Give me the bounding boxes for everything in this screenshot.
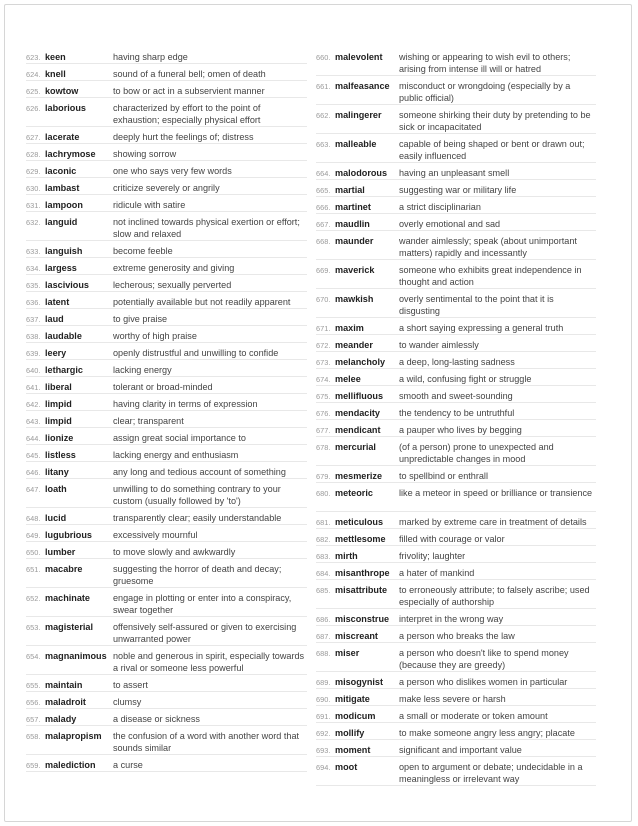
entry-row	[316, 214, 596, 231]
entry-number: 631.	[26, 201, 41, 210]
entry-number: 668.	[316, 237, 331, 246]
entry-definition: showing sorrow	[113, 149, 177, 159]
entry-row	[316, 580, 596, 609]
entry-word: listless	[45, 450, 76, 460]
entry-definition: engage in plotting or enter into a conspiracy, swear together	[113, 593, 292, 615]
entry-row	[26, 258, 307, 275]
entry-row	[316, 483, 596, 512]
entry-word: melee	[335, 374, 361, 384]
entry-row	[26, 81, 307, 98]
entry-definition: significant and important value	[399, 745, 522, 755]
entry-definition: a wild, confusing fight or struggle	[399, 374, 532, 384]
entry-row	[26, 309, 307, 326]
entry-row	[26, 144, 307, 161]
entry-definition: become feeble	[113, 246, 173, 256]
entry-number: 690.	[316, 695, 331, 704]
entry-row	[316, 626, 596, 643]
entry-word: lumber	[45, 547, 76, 557]
entry-row	[26, 588, 307, 617]
entry-word: miser	[335, 648, 360, 658]
entry-definition: tolerant or broad-minded	[113, 382, 213, 392]
entry-number: 669.	[316, 266, 331, 275]
entry-word: moot	[335, 762, 358, 772]
entry-word: maudlin	[335, 219, 370, 229]
entry-word: laud	[45, 314, 64, 324]
entry-number: 648.	[26, 514, 41, 523]
entry-row	[316, 740, 596, 757]
entry-row	[26, 675, 307, 692]
entry-definition: one who says very few words	[113, 166, 232, 176]
right-column	[316, 47, 596, 786]
entry-row	[26, 178, 307, 195]
entry-number: 636.	[26, 298, 41, 307]
entry-definition: a short saying expressing a general truth	[399, 323, 564, 333]
entry-number: 650.	[26, 548, 41, 557]
entry-definition: overly sentimental to the point that it is disgusting	[399, 294, 554, 316]
entry-word: malapropism	[45, 731, 102, 741]
entry-definition: misconduct or wrongdoing (especially by a public official)	[399, 81, 571, 103]
entry-row	[26, 47, 307, 64]
entry-word: leery	[45, 348, 67, 358]
entry-word: malady	[45, 714, 77, 724]
entry-row	[26, 508, 307, 525]
entry-number: 629.	[26, 167, 41, 176]
entry-number: 664.	[316, 169, 331, 178]
entry-row	[26, 343, 307, 360]
entry-word: limpid	[45, 416, 72, 426]
entry-word: mercurial	[335, 442, 376, 452]
entry-row	[316, 386, 596, 403]
entry-definition: potentially available but not readily apparent	[113, 297, 291, 307]
entry-number: 678.	[316, 443, 331, 452]
entry-number: 691.	[316, 712, 331, 721]
entry-word: miscreant	[335, 631, 378, 641]
entry-word: meticulous	[335, 517, 384, 527]
entry-word: largess	[45, 263, 77, 273]
entry-definition: openly distrustful and unwilling to confide	[113, 348, 279, 358]
entry-number: 634.	[26, 264, 41, 273]
entry-number: 628.	[26, 150, 41, 159]
entry-row	[316, 609, 596, 626]
entry-word: malodorous	[335, 168, 388, 178]
entry-row	[316, 134, 596, 163]
entry-word: misogynist	[335, 677, 384, 687]
entry-word: lampoon	[45, 200, 83, 210]
entry-number: 682.	[316, 535, 331, 544]
entry-row	[316, 420, 596, 437]
entry-number: 665.	[316, 186, 331, 195]
entry-word: magnanimous	[45, 651, 107, 661]
entry-definition: frivolity; laughter	[399, 551, 466, 561]
entry-definition: extreme generosity and giving	[113, 263, 235, 273]
entry-word: loath	[45, 484, 67, 494]
entry-definition: clear; transparent	[113, 416, 184, 426]
entry-row	[316, 47, 596, 76]
entry-row	[316, 643, 596, 672]
entry-row	[26, 377, 307, 394]
entry-definition: lacking energy and enthusiasm	[113, 450, 239, 460]
entry-number: 645.	[26, 451, 41, 460]
entry-definition: to wander aimlessly	[399, 340, 479, 350]
entry-definition: the tendency to be untruthful	[399, 408, 515, 418]
entry-number: 673.	[316, 358, 331, 367]
entry-number: 627.	[26, 133, 41, 142]
entry-number: 643.	[26, 417, 41, 426]
entry-number: 676.	[316, 409, 331, 418]
entry-definition: criticize severely or angrily	[113, 183, 220, 193]
entry-word: misattribute	[335, 585, 388, 595]
entry-row	[26, 646, 307, 675]
entry-word: mirth	[335, 551, 358, 561]
entry-number: 642.	[26, 400, 41, 409]
entry-word: mendicant	[335, 425, 381, 435]
entry-word: lugubrious	[45, 530, 92, 540]
entry-definition: marked by extreme care in treatment of details	[399, 517, 587, 527]
entry-number: 653.	[26, 623, 41, 632]
entry-definition: wishing or appearing to wish evil to others; arising from intense ill will or hatred	[399, 52, 571, 74]
entry-definition: worthy of high praise	[113, 331, 197, 341]
entry-definition: capable of being shaped or bent or drawn out; easily influenced	[399, 139, 585, 161]
entry-row	[316, 163, 596, 180]
entry-word: kowtow	[45, 86, 79, 96]
entry-definition: interpret in the wrong way	[399, 614, 504, 624]
entry-definition: having an unpleasant smell	[399, 168, 510, 178]
entry-word: maunder	[335, 236, 374, 246]
entry-definition: a person who doesn't like to spend money (because they are greedy)	[399, 648, 569, 670]
entry-number: 675.	[316, 392, 331, 401]
entry-number: 655.	[26, 681, 41, 690]
entry-definition: characterized by effort to the point of exhaustion; especially physical effort	[113, 103, 261, 125]
entry-row	[316, 723, 596, 740]
entry-word: lionize	[45, 433, 74, 443]
entry-number: 680.	[316, 489, 331, 498]
entry-word: maverick	[335, 265, 375, 275]
entry-definition: to move slowly and awkwardly	[113, 547, 236, 557]
entry-number: 658.	[26, 732, 41, 741]
entry-number: 684.	[316, 569, 331, 578]
entry-word: malediction	[45, 760, 96, 770]
entry-word: magisterial	[45, 622, 94, 632]
entry-word: malingerer	[335, 110, 382, 120]
entry-number: 661.	[316, 82, 331, 91]
entry-definition: a small or moderate or token amount	[399, 711, 548, 721]
entry-definition: transparently clear; easily understandable	[113, 513, 282, 523]
entry-row	[26, 195, 307, 212]
entry-definition: noble and generous in spirit, especially towards a rival or someone less powerful	[113, 651, 305, 673]
entry-word: mitigate	[335, 694, 370, 704]
entry-row	[316, 403, 596, 420]
entry-number: 672.	[316, 341, 331, 350]
entry-row	[316, 180, 596, 197]
entry-definition: excessively mournful	[113, 530, 198, 540]
entry-row	[26, 275, 307, 292]
entry-definition: to spellbind or enthrall	[399, 471, 488, 481]
entry-word: maladroit	[45, 697, 86, 707]
entry-word: limpid	[45, 399, 72, 409]
entry-row	[26, 428, 307, 445]
entry-word: macabre	[45, 564, 83, 574]
entry-word: martial	[335, 185, 365, 195]
entry-number: 651.	[26, 565, 41, 574]
entry-definition: unwilling to do something contrary to your custom (usually followed by 'to')	[113, 484, 281, 506]
entry-word: machinate	[45, 593, 90, 603]
entry-definition: overly emotional and sad	[399, 219, 501, 229]
entry-number: 667.	[316, 220, 331, 229]
entry-number: 640.	[26, 366, 41, 375]
entry-definition: suggesting war or military life	[399, 185, 517, 195]
entry-word: malfeasance	[335, 81, 390, 91]
entry-number: 674.	[316, 375, 331, 384]
entry-row	[26, 755, 307, 772]
entry-definition: make less severe or harsh	[399, 694, 506, 704]
entry-definition: like a meteor in speed or brilliance or transience	[399, 488, 593, 498]
entry-number: 632.	[26, 218, 41, 227]
entry-row	[26, 542, 307, 559]
entry-row	[26, 692, 307, 709]
entry-row	[26, 726, 307, 755]
entry-row	[316, 512, 596, 529]
entry-word: languid	[45, 217, 78, 227]
entry-definition: not inclined towards physical exertion or effort; slow and relaxed	[113, 217, 300, 239]
entry-word: laconic	[45, 166, 77, 176]
entry-row	[26, 411, 307, 428]
entry-word: malleable	[335, 139, 377, 149]
entry-word: maxim	[335, 323, 364, 333]
entry-row	[316, 260, 596, 289]
entry-word: mettlesome	[335, 534, 386, 544]
entry-row	[316, 706, 596, 723]
entry-number: 637.	[26, 315, 41, 324]
entry-number: 638.	[26, 332, 41, 341]
entry-definition: suggesting the horror of death and decay; gruesome	[113, 564, 282, 586]
entry-row	[316, 689, 596, 706]
entry-row	[316, 231, 596, 260]
entry-word: lucid	[45, 513, 67, 523]
entry-number: 641.	[26, 383, 41, 392]
entry-row	[26, 360, 307, 377]
entry-definition: the confusion of a word with another word that sounds similar	[113, 731, 300, 753]
entry-word: lambast	[45, 183, 80, 193]
entry-word: mollify	[335, 728, 365, 738]
entry-definition: a hater of mankind	[399, 568, 475, 578]
entry-definition: a person who dislikes women in particular	[399, 677, 568, 687]
entry-row	[316, 563, 596, 580]
entry-number: 633.	[26, 247, 41, 256]
entry-number: 662.	[316, 111, 331, 120]
entry-definition: smooth and sweet-sounding	[399, 391, 513, 401]
entry-word: misanthrope	[335, 568, 390, 578]
entry-number: 688.	[316, 649, 331, 658]
entry-word: moment	[335, 745, 371, 755]
entry-definition: any long and tedious account of something	[113, 467, 286, 477]
entry-number: 681.	[316, 518, 331, 527]
entry-word: mellifluous	[335, 391, 383, 401]
entry-row	[316, 529, 596, 546]
entry-row	[26, 292, 307, 309]
entry-definition: wander aimlessly; speak (about unimportant matters) rapidly and incessantly	[399, 236, 577, 258]
entry-number: 685.	[316, 586, 331, 595]
entry-definition: a person who breaks the law	[399, 631, 515, 641]
entry-row	[26, 709, 307, 726]
entry-row	[316, 318, 596, 335]
entry-definition: lacking energy	[113, 365, 172, 375]
entry-row	[26, 127, 307, 144]
entry-number: 626.	[26, 104, 41, 113]
entry-row	[316, 105, 596, 134]
entry-number: 686.	[316, 615, 331, 624]
entry-number: 660.	[316, 53, 331, 62]
entry-row	[26, 559, 307, 588]
entry-word: languish	[45, 246, 83, 256]
entry-row	[26, 98, 307, 127]
entry-row	[26, 617, 307, 646]
entry-number: 647.	[26, 485, 41, 494]
entry-definition: having sharp edge	[113, 52, 188, 62]
entry-number: 646.	[26, 468, 41, 477]
entry-word: lachrymose	[45, 149, 96, 159]
entry-row	[316, 437, 596, 466]
entry-word: lascivious	[45, 280, 89, 290]
entry-word: lethargic	[45, 365, 83, 375]
entry-definition: having clarity in terms of expression	[113, 399, 258, 409]
entry-word: malevolent	[335, 52, 383, 62]
entry-row	[316, 289, 596, 318]
entry-row	[26, 445, 307, 462]
entry-word: maintain	[45, 680, 83, 690]
entry-number: 623.	[26, 53, 41, 62]
entry-definition: ridicule with satire	[113, 200, 186, 210]
entry-number: 659.	[26, 761, 41, 770]
entry-definition: someone shirking their duty by pretending to be sick or incapacitated	[399, 110, 591, 132]
entry-row	[26, 525, 307, 542]
entry-number: 657.	[26, 715, 41, 724]
entry-definition: open to argument or debate; undecidable in a meaningless or irrelevant way	[399, 762, 583, 784]
entry-definition: a pauper who lives by begging	[399, 425, 522, 435]
entry-word: laborious	[45, 103, 86, 113]
entry-word: latent	[45, 297, 70, 307]
entry-definition: a deep, long-lasting sadness	[399, 357, 515, 367]
entry-row	[26, 64, 307, 81]
entry-number: 630.	[26, 184, 41, 193]
entry-definition: to assert	[113, 680, 148, 690]
entry-definition: a strict disciplinarian	[399, 202, 481, 212]
entry-number: 679.	[316, 472, 331, 481]
entry-definition: filled with courage or valor	[399, 534, 505, 544]
entry-definition: someone who exhibits great independence in thought and action	[399, 265, 582, 287]
entry-number: 689.	[316, 678, 331, 687]
entry-definition: deeply hurt the feelings of; distress	[113, 132, 254, 142]
entry-definition: a curse	[113, 760, 143, 770]
entry-number: 625.	[26, 87, 41, 96]
entry-definition: to make someone angry less angry; placate	[399, 728, 575, 738]
entry-definition: a disease or sickness	[113, 714, 200, 724]
entry-number: 656.	[26, 698, 41, 707]
entry-definition: lecherous; sexually perverted	[113, 280, 232, 290]
entry-number: 644.	[26, 434, 41, 443]
entry-row	[316, 76, 596, 105]
entry-number: 683.	[316, 552, 331, 561]
entry-number: 624.	[26, 70, 41, 79]
entry-word: melancholy	[335, 357, 386, 367]
entry-row	[316, 546, 596, 563]
entry-word: modicum	[335, 711, 376, 721]
entry-word: lacerate	[45, 132, 80, 142]
entry-row	[26, 462, 307, 479]
left-column	[26, 47, 307, 772]
entry-word: mawkish	[335, 294, 374, 304]
entry-definition: to bow or act in a subservient manner	[113, 86, 265, 96]
entry-row	[26, 212, 307, 241]
entry-number: 663.	[316, 140, 331, 149]
entry-row	[316, 672, 596, 689]
entry-definition: clumsy	[113, 697, 142, 707]
entry-row	[316, 369, 596, 386]
entry-number: 649.	[26, 531, 41, 540]
entry-number: 635.	[26, 281, 41, 290]
entry-number: 677.	[316, 426, 331, 435]
entry-word: mesmerize	[335, 471, 383, 481]
entry-row	[26, 241, 307, 258]
entry-number: 639.	[26, 349, 41, 358]
entry-definition: offensively self-assured or given to exercising unwarranted power	[113, 622, 297, 644]
entry-number: 670.	[316, 295, 331, 304]
entry-row	[316, 466, 596, 483]
entry-number: 687.	[316, 632, 331, 641]
entry-row	[26, 479, 307, 508]
entry-definition: to erroneously attribute; to falsely ascribe; used especially of authorship	[399, 585, 590, 607]
entry-word: keen	[45, 52, 66, 62]
entry-row	[26, 394, 307, 411]
entry-definition: sound of a funeral bell; omen of death	[113, 69, 266, 79]
entry-word: misconstrue	[335, 614, 390, 624]
entry-number: 671.	[316, 324, 331, 333]
entry-number: 666.	[316, 203, 331, 212]
entry-row	[26, 161, 307, 178]
entry-word: martinet	[335, 202, 371, 212]
entry-row	[316, 352, 596, 369]
entry-row	[316, 335, 596, 352]
entry-definition: assign great social importance to	[113, 433, 246, 443]
entry-word: meteoric	[335, 488, 373, 498]
entry-word: liberal	[45, 382, 72, 392]
entry-number: 654.	[26, 652, 41, 661]
entry-number: 652.	[26, 594, 41, 603]
entry-number: 693.	[316, 746, 331, 755]
entry-row	[316, 197, 596, 214]
entry-number: 694.	[316, 763, 331, 772]
entry-row	[26, 326, 307, 343]
entry-definition: (of a person) prone to unexpected and unpredictable changes in mood	[399, 442, 554, 464]
entry-word: meander	[335, 340, 373, 350]
entry-word: laudable	[45, 331, 82, 341]
entry-word: litany	[45, 467, 69, 477]
entry-definition: to give praise	[113, 314, 168, 324]
entry-word: mendacity	[335, 408, 380, 418]
entry-number: 692.	[316, 729, 331, 738]
entry-word: knell	[45, 69, 66, 79]
entry-row	[316, 757, 596, 786]
